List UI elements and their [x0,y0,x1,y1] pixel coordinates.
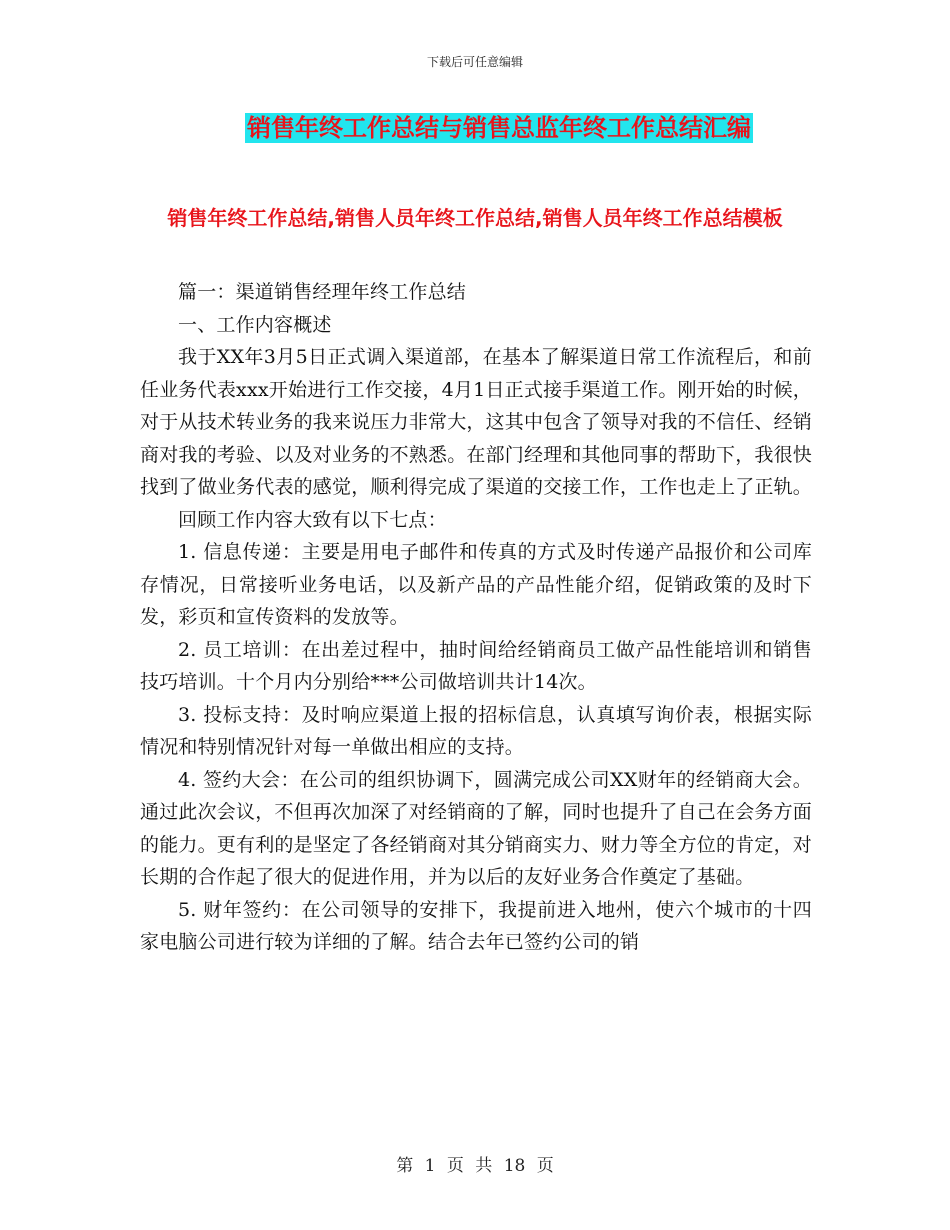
list-item: 1. 信息传递：主要是用电子邮件和传真的方式及时传递产品报价和公司库存情况，日常接听业务电话，以及新产品的产品性能介绍，促销政策的及时下发，彩页和宣传资料的发放等。 [140,541,812,628]
chapter-heading: 篇一：渠道销售经理年终工作总结 [178,281,467,303]
page-header-note: 下载后可任意编辑 [426,55,523,69]
body-paragraph: 我于XX年3月5日正式调入渠道部，在基本了解渠道日常工作流程后，和前任业务代表xxx开始进行工作交接，4月1日正式接手渠道工作。刚开始的时候，对于从技术转业务的我来说压力非常大，这其中包含了领导对我的不信任、经销商对我的考验、以及对业务的不熟悉。在部门经理和其他同事的帮助下，我很快找到了做业务代表的感觉，顺利得完成了渠道的交接工作，工作也走上了正轨。 [140,346,813,498]
subsection-heading: 一、工作内容概述 [178,313,332,336]
list-item: 3. 投标支持：及时响应渠道上报的招标信息，认真填写询价表，根据实际情况和特别情况针对每一单做出相应的支持。 [140,703,812,758]
document-title-container [0,113,950,143]
document-title: 销售年终工作总结与销售总监年终工作总结汇编 [247,114,751,142]
list-item: 5. 财年签约：在公司领导的安排下，我提前进入地州，使六个城市的十四家电脑公司进行较为详细的了解。结合去年已签约公司的销 [140,898,812,953]
page-number: 第 1 页 共 18 页 [396,1156,554,1176]
section-title: 销售年终工作总结,销售人员年终工作总结,销售人员年终工作总结模板 [167,206,783,230]
list-item: 4. 签约大会：在公司的组织协调下，圆满完成公司XX财年的经销商大会。通过此次会议，不但再次加深了对经销商的了解，同时也提升了自己在会务方面的能力。更有利的是坚定了各经销商对其分销商实力、财力等全方位的肯定，对长期的合作起了很大的促进作用，并为以后的友好业务合作奠定了基础。 [140,768,813,888]
document-body [140,276,812,959]
list-item: 2. 员工培训：在出差过程中，抽时间给经销商员工做产品性能培训和销售技巧培训。十个月内分别给***公司做培训共计14次。 [140,638,812,693]
body-paragraph: 回顾工作内容大致有以下七点： [178,508,447,531]
